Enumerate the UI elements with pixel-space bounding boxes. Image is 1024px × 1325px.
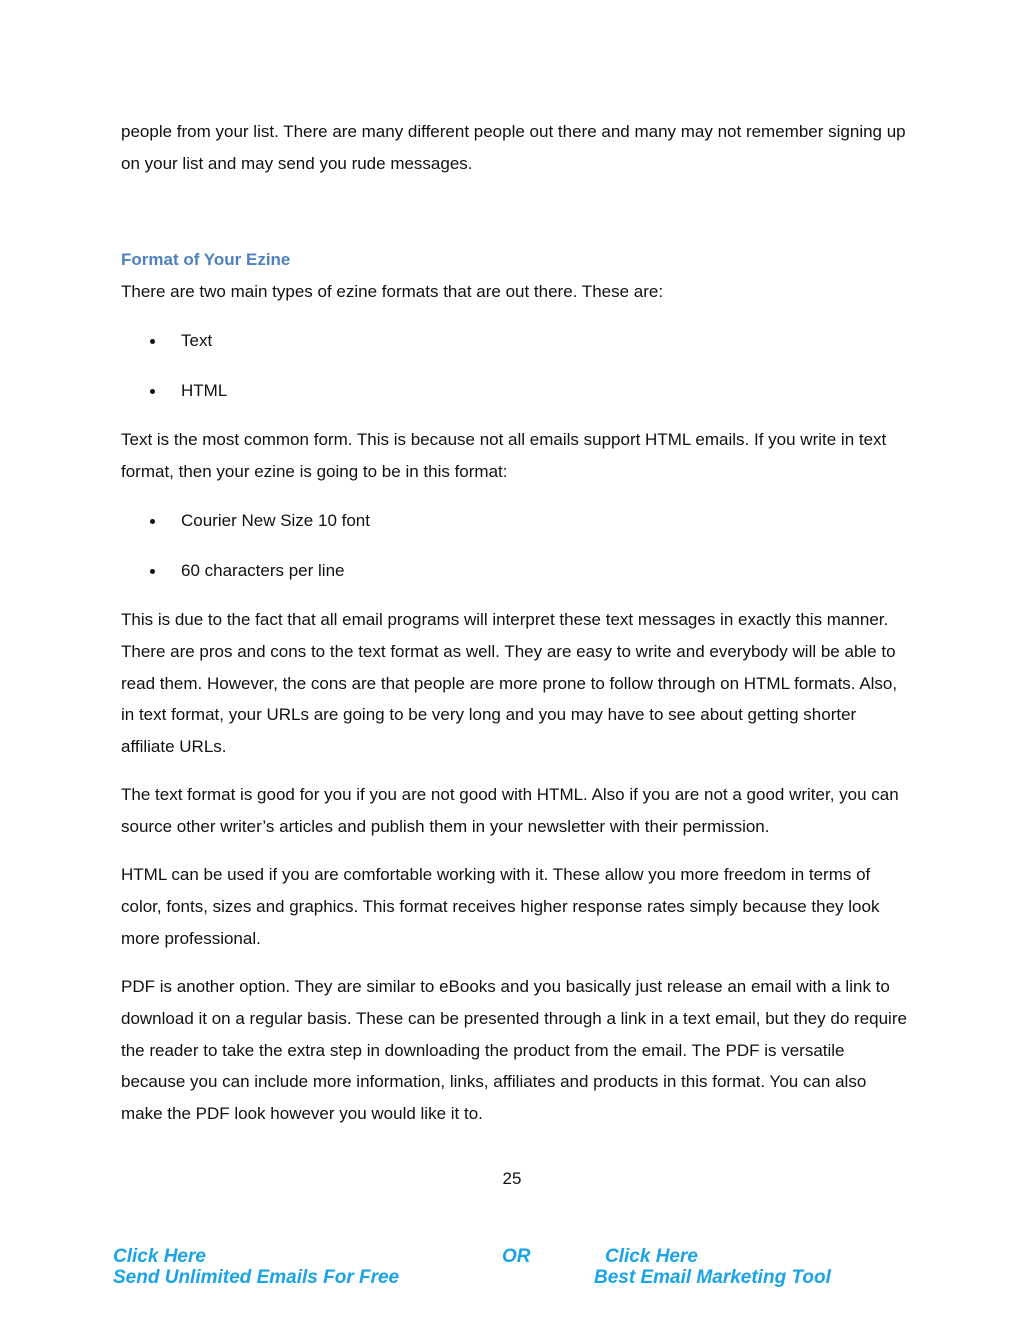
bullet-dot-icon bbox=[150, 339, 155, 344]
bullet-label: 60 characters per line bbox=[181, 561, 345, 580]
bullet-dot-icon bbox=[150, 519, 155, 524]
bullet-label: HTML bbox=[181, 381, 228, 400]
footer-right-text-link[interactable]: Best Email Marketing Tool bbox=[594, 1267, 831, 1288]
html-paragraph: HTML can be used if you are comfortable working with it. These allow you more freedom in terms of color, fonts, sizes and graphics. This format receives higher response rates simply because they look more professional. bbox=[121, 865, 880, 948]
bullet-label: Courier New Size 10 font bbox=[181, 511, 370, 530]
page-number: 25 bbox=[502, 1169, 522, 1188]
footer-or-label: OR bbox=[502, 1246, 531, 1267]
footer-left-text-link[interactable]: Send Unlimited Emails For Free bbox=[113, 1267, 400, 1288]
types-paragraph: There are two main types of ezine formats that are out there. These are: bbox=[121, 282, 664, 301]
bullet-label: Text bbox=[181, 331, 213, 350]
bullet-dot-icon bbox=[150, 569, 155, 574]
good-paragraph: The text format is good for you if you are not good with HTML. Also if you are not a good writer, you can source other writer’s articles and publish them in your newsletter with their permission. bbox=[121, 785, 899, 836]
pdf-paragraph: PDF is another option. They are similar to eBooks and you basically just release an email with a link to download it on a regular basis. These can be presented through a link in a text email, but they do require the reader to take the extra step in downloading the product from the email. The PDF is versatile because you can include more information, links, affiliates and products in this format. You can also make the PDF look however you would like it to. bbox=[121, 977, 907, 1124]
bullet-dot-icon bbox=[150, 389, 155, 394]
due-paragraph: This is due to the fact that all email programs will interpret these text messages in exactly this manner. There are pros and cons to the text format as well. They are easy to write and everybody will be able to read them. However, the cons are that people are more prone to follow through on HTML formats. Also, in text format, your URLs are going to be very long and you may have to see about getting shorter affiliate URLs. bbox=[121, 610, 898, 757]
text-common-paragraph: Text is the most common form. This is because not all emails support HTML emails. If you write in text format, then your ezine is going to be in this format: bbox=[121, 430, 887, 481]
footer-left-click-link[interactable]: Click Here bbox=[113, 1246, 206, 1267]
footer-right-click-link[interactable]: Click Here bbox=[605, 1246, 698, 1267]
section-heading: Format of Your Ezine bbox=[121, 250, 291, 269]
intro-paragraph: people from your list. There are many different people out there and many may not remember signing up on your list and may send you rude messages. bbox=[121, 122, 906, 173]
